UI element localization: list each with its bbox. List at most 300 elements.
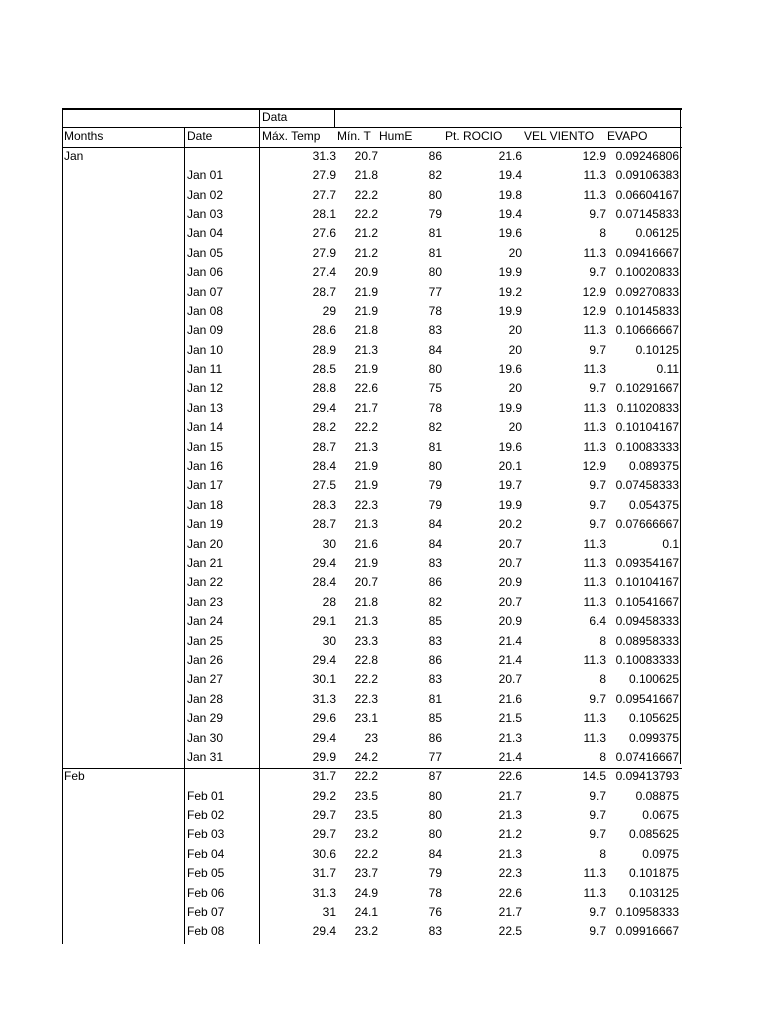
max-temp-cell: 30 xyxy=(322,633,336,648)
min-temp-cell: 22.3 xyxy=(354,691,378,706)
max-temp-cell: 31.3 xyxy=(312,148,336,163)
table-row xyxy=(62,302,682,321)
max-temp-cell: 28.6 xyxy=(312,323,336,338)
min-temp-cell: 22.3 xyxy=(354,497,378,512)
wind-speed-cell: 11.3 xyxy=(583,652,606,667)
wind-speed-cell: 11.3 xyxy=(583,187,606,202)
max-temp-cell: 30.1 xyxy=(312,672,336,687)
min-temp-cell: 21.9 xyxy=(354,555,378,570)
humidity-cell: 85 xyxy=(428,711,442,726)
min-temp-cell: 23.2 xyxy=(354,827,378,842)
evaporation-cell: 0.085625 xyxy=(628,827,679,842)
max-temp-cell: 28.9 xyxy=(312,342,336,357)
wind-speed-cell: 9.7 xyxy=(589,788,606,803)
evaporation-cell: 0.07145833 xyxy=(615,206,679,221)
evaporation-cell: 0.11020833 xyxy=(616,400,679,415)
min-temp-cell: 21.9 xyxy=(354,362,378,377)
evaporation-cell: 0.099375 xyxy=(628,730,679,745)
max-temp-cell: 28.7 xyxy=(312,284,336,299)
humidity-cell: 81 xyxy=(428,439,442,454)
min-temp-cell: 21.6 xyxy=(354,536,378,551)
month-label: Jan xyxy=(64,148,84,163)
wind-speed-cell: 11.3 xyxy=(583,536,606,551)
humidity-cell: 79 xyxy=(428,206,442,221)
dew-point-cell: 19.4 xyxy=(498,168,522,183)
wind-speed-cell: 11.3 xyxy=(583,866,606,881)
table-row xyxy=(62,690,682,709)
min-temp-cell: 21.2 xyxy=(354,226,378,241)
dew-point-cell: 22.3 xyxy=(498,866,522,881)
table-row xyxy=(62,709,682,728)
min-temp-cell: 20.7 xyxy=(354,575,378,590)
evaporation-cell: 0.10083333 xyxy=(615,652,679,667)
wind-speed-cell: 9.7 xyxy=(589,691,606,706)
evaporation-cell: 0.10125 xyxy=(635,342,679,357)
table-row xyxy=(62,283,682,302)
month-label: Feb xyxy=(64,769,85,784)
humidity-cell: 83 xyxy=(428,672,442,687)
humidity-cell: 83 xyxy=(428,555,442,570)
max-temp-cell: 29.4 xyxy=(312,652,336,667)
dew-point-cell: 21.5 xyxy=(498,711,522,726)
column-header-max-temp: Máx. Temp xyxy=(262,129,321,144)
humidity-cell: 84 xyxy=(428,846,442,861)
humidity-cell: 80 xyxy=(428,187,442,202)
max-temp-cell: 28.5 xyxy=(312,362,336,377)
data-label: Data xyxy=(262,110,288,124)
dew-point-cell: 21.4 xyxy=(498,633,522,648)
date-cell: Jan 03 xyxy=(187,206,224,221)
max-temp-cell: 27.9 xyxy=(312,245,336,260)
wind-speed-cell: 12.9 xyxy=(582,459,606,474)
date-cell: Jan 20 xyxy=(187,536,224,551)
min-temp-cell: 22.8 xyxy=(354,652,378,667)
min-temp-cell: 21.3 xyxy=(354,614,378,629)
min-temp-cell: 23.7 xyxy=(354,866,378,881)
evaporation-cell: 0.09106383 xyxy=(615,168,679,183)
evaporation-cell: 0.089375 xyxy=(628,459,679,474)
pivot-table xyxy=(62,108,682,942)
max-temp-cell: 27.6 xyxy=(312,226,336,241)
table-row xyxy=(62,321,682,340)
min-temp-cell: 23.3 xyxy=(354,633,378,648)
min-temp-cell: 22.2 xyxy=(354,206,378,221)
date-cell: Feb 01 xyxy=(187,788,225,803)
date-cell: Jan 11 xyxy=(187,362,223,377)
wind-speed-cell: 8 xyxy=(599,633,606,648)
dew-point-cell: 19.9 xyxy=(498,400,522,415)
date-cell: Jan 12 xyxy=(187,381,224,396)
max-temp-cell: 27.4 xyxy=(312,265,336,280)
evaporation-cell: 0.10083333 xyxy=(615,439,679,454)
table-row xyxy=(62,748,682,767)
dew-point-cell: 20.7 xyxy=(498,672,522,687)
date-cell: Feb 07 xyxy=(187,905,225,920)
min-temp-cell: 21.2 xyxy=(354,245,378,260)
column-header-dew-point: Pt. ROCIO xyxy=(445,129,503,144)
dew-point-cell: 19.2 xyxy=(498,284,522,299)
wind-speed-cell: 9.7 xyxy=(589,265,606,280)
max-temp-cell: 29.1 xyxy=(312,614,336,629)
dew-point-cell: 22.6 xyxy=(498,885,522,900)
dew-point-cell: 21.4 xyxy=(498,749,522,764)
max-temp-cell: 28.7 xyxy=(312,517,336,532)
max-temp-cell: 30 xyxy=(322,536,336,551)
table-row xyxy=(62,457,682,476)
table-row xyxy=(62,922,682,941)
humidity-cell: 75 xyxy=(428,381,442,396)
column-header-humidity: HumE xyxy=(379,129,413,144)
max-temp-cell: 30.6 xyxy=(312,846,336,861)
date-cell: Jan 29 xyxy=(187,711,224,726)
humidity-cell: 83 xyxy=(428,633,442,648)
min-temp-cell: 23.2 xyxy=(354,924,378,939)
table-row xyxy=(62,341,682,360)
dew-point-cell: 19.8 xyxy=(498,187,522,202)
table-row xyxy=(62,593,682,612)
max-temp-cell: 29.6 xyxy=(312,711,336,726)
min-temp-cell: 21.8 xyxy=(354,168,378,183)
table-row xyxy=(62,573,682,592)
date-cell: Jan 24 xyxy=(187,614,224,629)
evaporation-cell: 0.09246806 xyxy=(615,148,679,163)
min-temp-cell: 24.9 xyxy=(354,885,378,900)
data-header-row xyxy=(62,108,682,127)
humidity-cell: 82 xyxy=(428,594,442,609)
humidity-cell: 80 xyxy=(428,459,442,474)
evaporation-cell: 0.10104167 xyxy=(615,575,679,590)
wind-speed-cell: 11.3 xyxy=(583,885,606,900)
table-row xyxy=(62,515,682,534)
date-cell: Jan 09 xyxy=(187,323,224,338)
date-cell: Jan 30 xyxy=(187,730,224,745)
wind-speed-cell: 8 xyxy=(599,846,606,861)
humidity-cell: 86 xyxy=(428,148,442,163)
max-temp-cell: 29.2 xyxy=(312,788,336,803)
max-temp-cell: 27.5 xyxy=(312,478,336,493)
wind-speed-cell: 11.3 xyxy=(583,555,606,570)
max-temp-cell: 29.4 xyxy=(312,924,336,939)
humidity-cell: 84 xyxy=(428,342,442,357)
evaporation-cell: 0.101875 xyxy=(628,866,679,881)
table-row xyxy=(62,476,682,495)
evaporation-cell: 0.0675 xyxy=(642,808,679,823)
wind-speed-cell: 9.7 xyxy=(589,381,606,396)
date-cell: Jan 06 xyxy=(187,265,224,280)
wind-speed-cell: 12.9 xyxy=(582,148,606,163)
table-row xyxy=(62,535,682,554)
max-temp-cell: 28.3 xyxy=(312,497,336,512)
table-row xyxy=(62,399,682,418)
min-temp-cell: 21.9 xyxy=(354,459,378,474)
date-cell: Jan 18 xyxy=(187,497,224,512)
table-row xyxy=(62,806,682,825)
min-temp-cell: 23.5 xyxy=(354,788,378,803)
dew-point-cell: 21.3 xyxy=(498,808,522,823)
date-cell: Jan 22 xyxy=(187,575,224,590)
wind-speed-cell: 12.9 xyxy=(582,303,606,318)
humidity-cell: 87 xyxy=(428,769,442,784)
evaporation-cell: 0.10104167 xyxy=(615,420,679,435)
evaporation-cell: 0.10291667 xyxy=(615,381,679,396)
max-temp-cell: 29.4 xyxy=(312,400,336,415)
dew-point-cell: 20 xyxy=(508,381,522,396)
table-row xyxy=(62,825,682,844)
dew-point-cell: 19.7 xyxy=(498,478,522,493)
min-temp-cell: 21.9 xyxy=(354,478,378,493)
date-cell: Jan 28 xyxy=(187,691,224,706)
max-temp-cell: 27.7 xyxy=(312,187,336,202)
table-row xyxy=(62,224,682,243)
min-temp-cell: 22.6 xyxy=(354,381,378,396)
max-temp-cell: 31.7 xyxy=(312,866,336,881)
table-row xyxy=(62,612,682,631)
evaporation-cell: 0.07416667 xyxy=(615,749,679,764)
date-cell: Jan 31 xyxy=(187,749,224,764)
dew-point-cell: 19.6 xyxy=(498,226,522,241)
evaporation-cell: 0.10666667 xyxy=(615,323,679,338)
humidity-cell: 84 xyxy=(428,517,442,532)
humidity-cell: 82 xyxy=(428,168,442,183)
wind-speed-cell: 6.4 xyxy=(589,614,606,629)
table-row xyxy=(62,244,682,263)
table-row xyxy=(62,496,682,515)
table-row xyxy=(62,554,682,573)
humidity-cell: 86 xyxy=(428,652,442,667)
table-row xyxy=(62,670,682,689)
min-temp-cell: 21.8 xyxy=(354,323,378,338)
wind-speed-cell: 11.3 xyxy=(583,439,606,454)
dew-point-cell: 21.3 xyxy=(498,730,522,745)
min-temp-cell: 24.1 xyxy=(354,905,378,920)
dew-point-cell: 20 xyxy=(508,323,522,338)
date-cell: Jan 17 xyxy=(187,478,224,493)
wind-speed-cell: 9.7 xyxy=(589,827,606,842)
min-temp-cell: 23 xyxy=(364,730,378,745)
wind-speed-cell: 9.7 xyxy=(589,478,606,493)
humidity-cell: 78 xyxy=(428,303,442,318)
column-header-row xyxy=(62,127,682,146)
dew-point-cell: 21.2 xyxy=(498,827,522,842)
table-row xyxy=(62,360,682,379)
evaporation-cell: 0.09541667 xyxy=(615,691,679,706)
evaporation-cell: 0.0975 xyxy=(642,846,679,861)
date-cell: Jan 16 xyxy=(187,459,224,474)
humidity-cell: 78 xyxy=(428,400,442,415)
min-temp-cell: 21.3 xyxy=(354,439,378,454)
month-summary-row xyxy=(62,767,682,786)
wind-speed-cell: 11.3 xyxy=(583,594,606,609)
table-row xyxy=(62,845,682,864)
wind-speed-cell: 9.7 xyxy=(589,517,606,532)
date-cell: Jan 15 xyxy=(187,439,224,454)
max-temp-cell: 28.4 xyxy=(312,575,336,590)
dew-point-cell: 21.7 xyxy=(498,905,522,920)
column-header-months: Months xyxy=(64,129,104,144)
evaporation-cell: 0.11 xyxy=(656,362,679,377)
dew-point-cell: 22.6 xyxy=(498,769,522,784)
date-cell: Jan 21 xyxy=(187,555,224,570)
max-temp-cell: 31.7 xyxy=(312,769,336,784)
date-cell: Feb 02 xyxy=(187,808,225,823)
date-cell: Jan 26 xyxy=(187,652,224,667)
min-temp-cell: 21.3 xyxy=(354,342,378,357)
wind-speed-cell: 11.3 xyxy=(583,245,606,260)
evaporation-cell: 0.103125 xyxy=(628,885,679,900)
table-row xyxy=(62,884,682,903)
wind-speed-cell: 14.5 xyxy=(582,769,606,784)
evaporation-cell: 0.100625 xyxy=(628,672,679,687)
date-cell: Feb 05 xyxy=(187,866,225,881)
dew-point-cell: 20 xyxy=(508,245,522,260)
min-temp-cell: 20.9 xyxy=(354,265,378,280)
humidity-cell: 86 xyxy=(428,730,442,745)
date-cell: Feb 03 xyxy=(187,827,225,842)
min-temp-cell: 21.9 xyxy=(354,284,378,299)
wind-speed-cell: 9.7 xyxy=(589,206,606,221)
dew-point-cell: 21.4 xyxy=(498,652,522,667)
humidity-cell: 86 xyxy=(428,575,442,590)
evaporation-cell: 0.08958333 xyxy=(615,633,679,648)
evaporation-cell: 0.10145833 xyxy=(615,303,679,318)
table-row xyxy=(62,418,682,437)
max-temp-cell: 29 xyxy=(322,303,336,318)
wind-speed-cell: 11.3 xyxy=(583,575,606,590)
date-cell: Jan 02 xyxy=(187,187,224,202)
dew-point-cell: 21.3 xyxy=(498,846,522,861)
max-temp-cell: 31.3 xyxy=(312,691,336,706)
max-temp-cell: 28.8 xyxy=(312,381,336,396)
wind-speed-cell: 9.7 xyxy=(589,924,606,939)
max-temp-cell: 29.4 xyxy=(312,555,336,570)
humidity-cell: 83 xyxy=(428,323,442,338)
dew-point-cell: 20.9 xyxy=(498,614,522,629)
table-row xyxy=(62,379,682,398)
date-cell: Jan 14 xyxy=(187,420,224,435)
max-temp-cell: 29.7 xyxy=(312,827,336,842)
dew-point-cell: 20.2 xyxy=(498,517,522,532)
dew-point-cell: 20.7 xyxy=(498,536,522,551)
column-header-date: Date xyxy=(187,129,213,144)
max-temp-cell: 31.3 xyxy=(312,885,336,900)
date-cell: Jan 13 xyxy=(187,400,224,415)
evaporation-cell: 0.09916667 xyxy=(615,924,679,939)
group-divider xyxy=(62,768,682,769)
min-temp-cell: 22.2 xyxy=(354,420,378,435)
evaporation-cell: 0.10958333 xyxy=(615,905,679,920)
table-row xyxy=(62,166,682,185)
evaporation-cell: 0.09270833 xyxy=(615,284,679,299)
min-temp-cell: 22.2 xyxy=(354,187,378,202)
evaporation-cell: 0.09416667 xyxy=(615,245,679,260)
date-cell: Jan 23 xyxy=(187,594,224,609)
humidity-cell: 82 xyxy=(428,420,442,435)
dew-point-cell: 21.6 xyxy=(498,148,522,163)
humidity-cell: 80 xyxy=(428,788,442,803)
wind-speed-cell: 11.3 xyxy=(583,168,606,183)
dew-point-cell: 19.9 xyxy=(498,497,522,512)
max-temp-cell: 28.1 xyxy=(312,206,336,221)
wind-speed-cell: 11.3 xyxy=(583,420,606,435)
table-body xyxy=(62,147,682,942)
group-divider xyxy=(62,147,682,148)
max-temp-cell: 28.7 xyxy=(312,439,336,454)
max-temp-cell: 29.4 xyxy=(312,730,336,745)
humidity-cell: 83 xyxy=(428,924,442,939)
evaporation-cell: 0.09413793 xyxy=(615,769,679,784)
max-temp-cell: 31 xyxy=(322,905,336,920)
evaporation-cell: 0.10541667 xyxy=(615,594,679,609)
table-row xyxy=(62,438,682,457)
wind-speed-cell: 9.7 xyxy=(589,808,606,823)
table-row xyxy=(62,632,682,651)
dew-point-cell: 20.1 xyxy=(498,459,522,474)
humidity-cell: 79 xyxy=(428,478,442,493)
humidity-cell: 80 xyxy=(428,362,442,377)
date-cell: Jan 05 xyxy=(187,245,224,260)
evaporation-cell: 0.09458333 xyxy=(615,614,679,629)
humidity-cell: 80 xyxy=(428,808,442,823)
dew-point-cell: 19.9 xyxy=(498,265,522,280)
column-header-wind-speed: VEL VIENTO xyxy=(524,129,595,144)
humidity-cell: 79 xyxy=(428,497,442,512)
wind-speed-cell: 9.7 xyxy=(589,497,606,512)
dew-point-cell: 20.7 xyxy=(498,555,522,570)
date-cell: Jan 27 xyxy=(187,672,224,687)
date-cell: Feb 06 xyxy=(187,885,225,900)
humidity-cell: 81 xyxy=(428,691,442,706)
min-temp-cell: 21.9 xyxy=(354,303,378,318)
min-temp-cell: 23.5 xyxy=(354,808,378,823)
humidity-cell: 78 xyxy=(428,885,442,900)
humidity-cell: 85 xyxy=(428,614,442,629)
wind-speed-cell: 8 xyxy=(599,226,606,241)
dew-point-cell: 20 xyxy=(508,342,522,357)
evaporation-cell: 0.07666667 xyxy=(615,517,679,532)
wind-speed-cell: 11.3 xyxy=(583,711,606,726)
table-row xyxy=(62,205,682,224)
evaporation-cell: 0.10020833 xyxy=(615,265,679,280)
wind-speed-cell: 9.7 xyxy=(589,342,606,357)
wind-speed-cell: 9.7 xyxy=(589,905,606,920)
max-temp-cell: 29.7 xyxy=(312,808,336,823)
wind-speed-cell: 12.9 xyxy=(582,284,606,299)
table-row xyxy=(62,729,682,748)
humidity-cell: 84 xyxy=(428,536,442,551)
min-temp-cell: 24.2 xyxy=(354,749,378,764)
wind-speed-cell: 11.3 xyxy=(583,730,606,745)
table-row xyxy=(62,651,682,670)
humidity-cell: 80 xyxy=(428,265,442,280)
evaporation-cell: 0.09354167 xyxy=(615,555,679,570)
date-cell: Feb 08 xyxy=(187,924,225,939)
dew-point-cell: 21.6 xyxy=(498,691,522,706)
date-cell: Jan 07 xyxy=(187,284,224,299)
evaporation-cell: 0.06125 xyxy=(635,226,679,241)
dew-point-cell: 19.6 xyxy=(498,362,522,377)
date-cell: Feb 04 xyxy=(187,846,225,861)
date-cell: Jan 01 xyxy=(187,168,224,183)
dew-point-cell: 21.7 xyxy=(498,788,522,803)
humidity-cell: 77 xyxy=(428,284,442,299)
min-temp-cell: 22.2 xyxy=(354,846,378,861)
max-temp-cell: 28.4 xyxy=(312,459,336,474)
min-temp-cell: 21.7 xyxy=(354,400,378,415)
min-temp-cell: 22.2 xyxy=(354,672,378,687)
date-cell: Jan 25 xyxy=(187,633,224,648)
humidity-cell: 81 xyxy=(428,226,442,241)
table-row xyxy=(62,186,682,205)
